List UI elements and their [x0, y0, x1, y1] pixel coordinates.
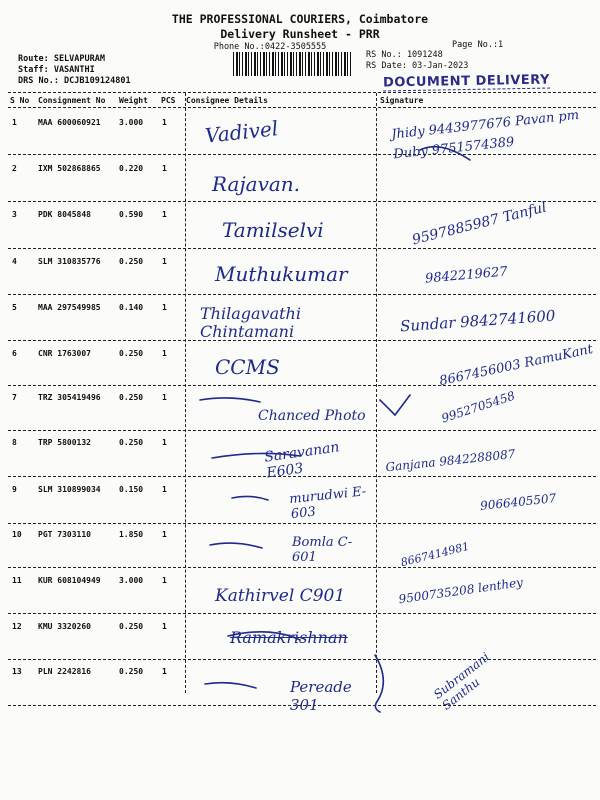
row-3-weight: 0.590 — [119, 210, 144, 219]
row-11-signature: 9500735208 lenthey — [397, 575, 524, 607]
col-pcs-header: PCS — [161, 96, 176, 105]
document-delivery-stamp: DOCUMENT DELIVERY — [382, 72, 551, 91]
row-4-consignee: Muthukumar — [215, 262, 348, 286]
col-consignee-header: Consignee Details — [186, 96, 268, 105]
row-10-consignment: PGT 7303110 — [38, 530, 91, 539]
row-8-consignment: TRP 5800132 — [38, 438, 91, 447]
drs-number: DRS No.: DCJB109124801 — [18, 76, 131, 86]
row-9-sno: 9 — [12, 485, 17, 494]
row-8-weight: 0.250 — [119, 438, 144, 447]
row-6-signature: 8667456003 RamuKant — [438, 341, 595, 390]
route-label: Route: SELVAPURAM — [18, 54, 105, 64]
row-1-weight: 3.000 — [119, 118, 144, 127]
row-12-consignee: Ramakrishnan — [230, 628, 348, 647]
page-number: Page No.:1 — [452, 40, 504, 50]
row-9-signature: 9066405507 — [479, 491, 557, 513]
row-8-signature: Ganjana 9842288087 — [384, 446, 516, 475]
rs-date: RS Date: 03-Jan-2023 — [366, 61, 469, 71]
row-11-consignee: Kathirvel C901 — [215, 586, 346, 606]
col-sno-header: S No — [10, 96, 30, 105]
row-2-pcs: 1 — [162, 164, 167, 173]
row-5-pcs: 1 — [162, 303, 167, 312]
company-title: THE PROFESSIONAL COURIERS, Coimbatore — [171, 12, 429, 26]
row-1-sno: 1 — [12, 118, 17, 127]
staff-label: Staff: VASANTHI — [18, 65, 95, 75]
row-1-signature: Jhidy 9443977676 Pavan pm Duby 9751574389 — [390, 107, 580, 163]
row-5-consignee: Thilagavathi Chintamani — [200, 304, 301, 341]
row-7-consignee: Chanced Photo — [258, 408, 366, 424]
row-11-sno: 11 — [12, 576, 22, 585]
row-13-weight: 0.250 — [119, 667, 144, 676]
row-9-consignment: SLM 310899034 — [38, 485, 101, 494]
runsheet-title: Delivery Runsheet - PRR — [220, 27, 380, 41]
row-7-consignment: TRZ 305419496 — [38, 393, 101, 402]
row-2-consignment: IXM 502868865 — [38, 164, 101, 173]
phone-number: Phone No.:0422-3505555 — [213, 42, 327, 52]
row-3-pcs: 1 — [162, 210, 167, 219]
row-4-weight: 0.250 — [119, 257, 144, 266]
row-12-weight: 0.250 — [119, 622, 144, 631]
col-signature-header: Signature — [380, 96, 424, 105]
row-5-signature: Sundar 9842741600 — [399, 306, 556, 336]
row-13-consignment: PLN 2242816 — [38, 667, 91, 676]
row-13-signature: Subramani Santhu — [430, 649, 493, 713]
row-5-weight: 0.140 — [119, 303, 144, 312]
row-1-pcs: 1 — [162, 118, 167, 127]
row-9-pcs: 1 — [162, 485, 167, 494]
row-10-signature: 8667414981 — [399, 539, 471, 570]
row-13-pcs: 1 — [162, 667, 167, 676]
row-4-consignment: SLM 310835776 — [38, 257, 101, 266]
row-1-consignee: Vadivel — [203, 116, 280, 148]
row-4-pcs: 1 — [162, 257, 167, 266]
row-7-sno: 7 — [12, 393, 17, 402]
row-10-consignee: Bomla C-601 — [292, 535, 353, 565]
row-2-consignee: Rajavan. — [212, 172, 301, 196]
row-2-weight: 0.220 — [119, 164, 144, 173]
row-12-pcs: 1 — [162, 622, 167, 631]
row-2-sno: 2 — [12, 164, 17, 173]
row-11-pcs: 1 — [162, 576, 167, 585]
row-7-signature: 9952705458 — [439, 388, 517, 426]
row-10-sno: 10 — [12, 530, 22, 539]
row-11-weight: 3.000 — [119, 576, 144, 585]
row-9-weight: 0.150 — [119, 485, 144, 494]
rs-number: RS No.: 1091248 — [366, 50, 443, 60]
row-4-signature: 9842219627 — [424, 264, 509, 287]
row-6-consignment: CNR 1763007 — [38, 349, 91, 358]
row-10-pcs: 1 — [162, 530, 167, 539]
row-1-consignment: MAA 600060921 — [38, 118, 101, 127]
row-8-consignee: Saravanan E603 — [263, 439, 341, 482]
row-3-consignment: PDK 8045848 — [38, 210, 91, 219]
row-7-pcs: 1 — [162, 393, 167, 402]
row-6-sno: 6 — [12, 349, 17, 358]
row-7-weight: 0.250 — [119, 393, 144, 402]
row-4-sno: 4 — [12, 257, 17, 266]
row-9-consignee: murudwi E-603 — [288, 484, 367, 523]
row-8-pcs: 1 — [162, 438, 167, 447]
row-6-pcs: 1 — [162, 349, 167, 358]
row-12-sno: 12 — [12, 622, 22, 631]
row-8-sno: 8 — [12, 438, 17, 447]
row-5-consignment: MAA 297549985 — [38, 303, 101, 312]
col-weight-header: Weight — [119, 96, 148, 105]
row-6-weight: 0.250 — [119, 349, 144, 358]
row-11-consignment: KUR 608104949 — [38, 576, 101, 585]
row-6-consignee: CCMS — [215, 355, 280, 379]
row-3-sno: 3 — [12, 210, 17, 219]
row-3-signature: 9597885987 Tanful — [410, 199, 549, 249]
row-13-consignee: Pereade 301 — [290, 678, 352, 714]
row-12-consignment: KMU 3320260 — [38, 622, 91, 631]
row-10-weight: 1.850 — [119, 530, 144, 539]
col-consignment-header: Consignment No — [38, 96, 106, 105]
row-3-consignee: Tamilselvi — [222, 218, 324, 242]
row-13-sno: 13 — [12, 667, 22, 676]
row-5-sno: 5 — [12, 303, 17, 312]
